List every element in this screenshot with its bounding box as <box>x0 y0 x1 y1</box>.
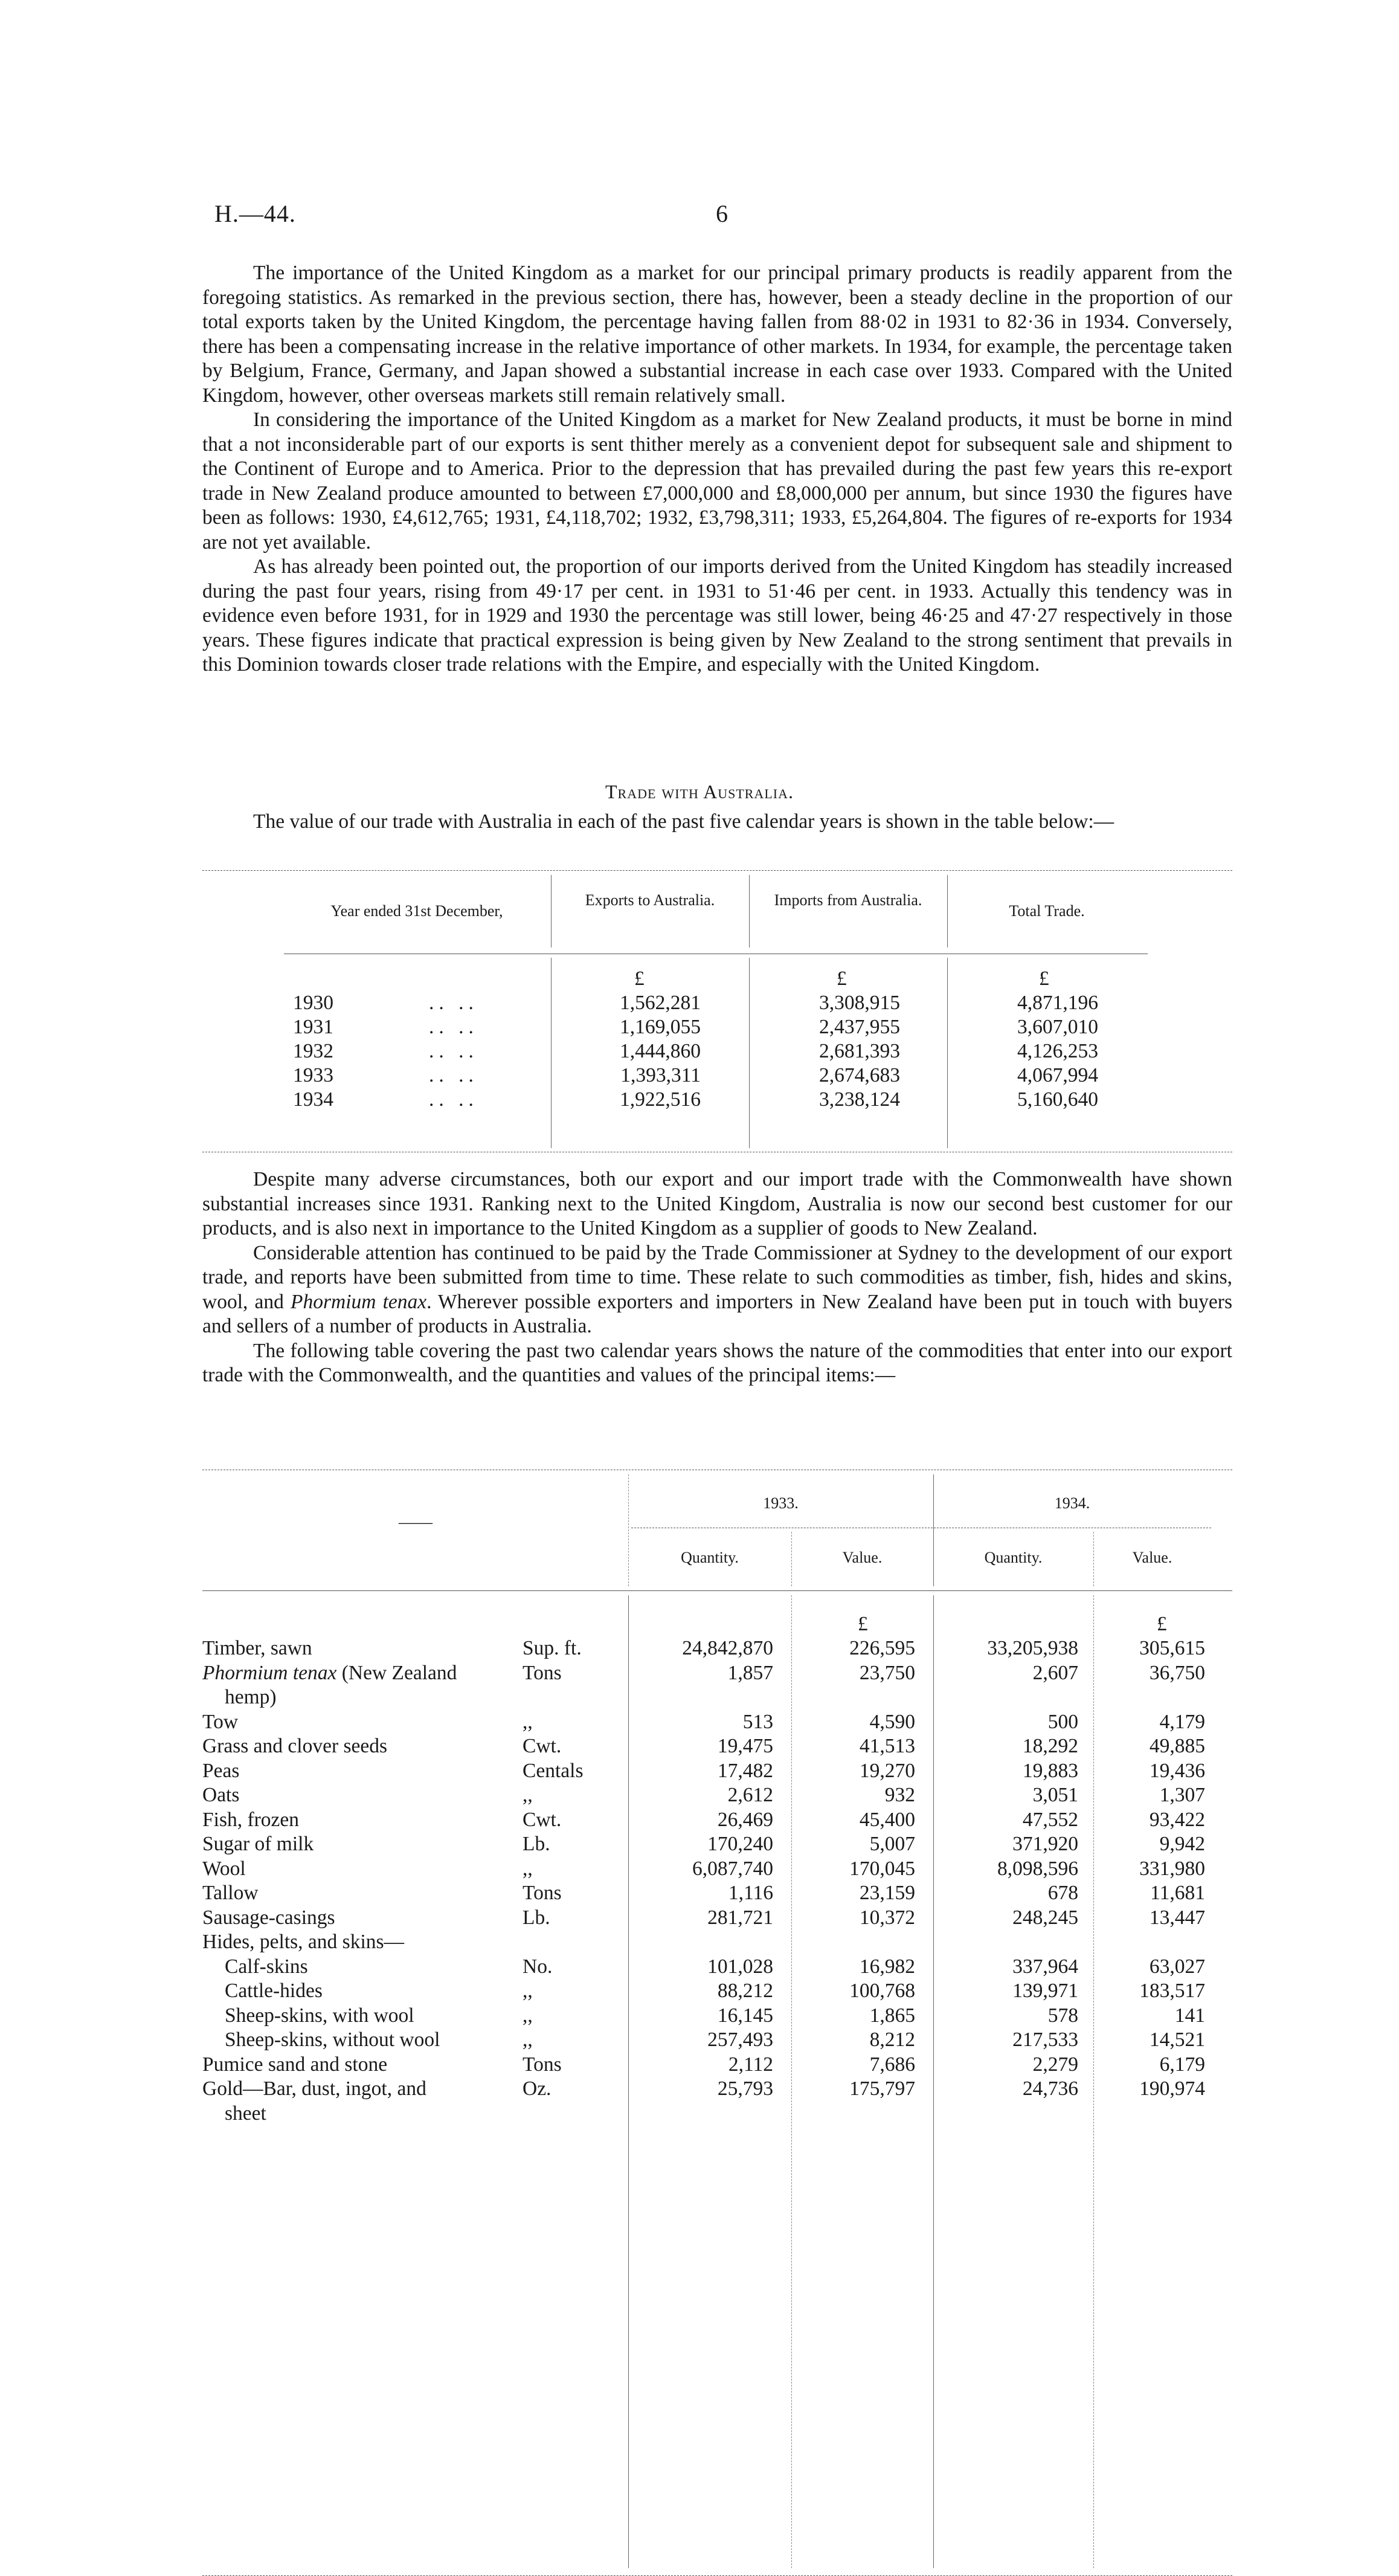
row-total: 4,871,196 <box>1017 992 1098 1014</box>
body-text-top <box>202 261 1232 677</box>
column-divider <box>628 1474 629 1586</box>
row-item: Sausage-casings <box>202 1906 335 1929</box>
row-item: Grass and clover seeds <box>202 1735 388 1757</box>
row-item: Tow <box>202 1710 239 1733</box>
year-header-1933: 1933. <box>763 1494 799 1512</box>
column-divider <box>551 958 552 1148</box>
row-year: 1931 <box>293 1016 333 1038</box>
year-header-1934: 1934. <box>1054 1494 1090 1512</box>
column-divider <box>791 1595 792 2568</box>
row-value-1933: 8,212 <box>869 2029 915 2051</box>
row-quantity-1934: 217,533 <box>1012 2029 1078 2051</box>
row-unit: No. <box>523 1955 553 1978</box>
blank-header: —— <box>399 1513 433 1532</box>
row-quantity-1934: 578 <box>1047 2004 1078 2027</box>
row-quantity-1933: 281,721 <box>707 1906 773 1929</box>
sub-header-quantity: Quantity. <box>681 1549 739 1566</box>
row-quantity-1934: 248,245 <box>1012 1906 1078 1929</box>
leader-dots: .. .. <box>429 1040 478 1062</box>
column-divider <box>749 958 750 1148</box>
row-quantity-1933: 1,857 <box>727 1661 773 1684</box>
row-value-1933: 23,750 <box>859 1661 915 1684</box>
row-quantity-1933: 101,028 <box>707 1955 773 1978</box>
row-item: Tallow <box>202 1882 259 1904</box>
column-header-imports: Imports from Australia. <box>774 891 922 909</box>
row-unit: Cwt. <box>523 1735 562 1757</box>
row-imports: 2,681,393 <box>819 1040 900 1062</box>
sub-header-value: Value. <box>842 1549 883 1566</box>
column-divider <box>1093 1595 1094 2568</box>
row-value-1934: 36,750 <box>1149 1661 1205 1684</box>
row-exports: 1,169,055 <box>620 1016 701 1038</box>
row-quantity-1933: 19,475 <box>717 1735 773 1757</box>
row-total: 4,126,253 <box>1017 1040 1098 1062</box>
sub-header-quantity: Quantity. <box>984 1549 1043 1566</box>
row-item-continued: hemp) <box>225 1686 277 1708</box>
text-span: . Wherever possible exporters and importers in New Zealand have been put in touch with buyers and sellers of a number of products in Australia. <box>202 1290 1232 1337</box>
row-unit: ,, <box>523 1710 533 1733</box>
row-item: Sheep-skins, without wool <box>225 2029 440 2051</box>
row-value-1933: 7,686 <box>869 2053 915 2076</box>
row-value-1933: 1,865 <box>869 2004 915 2027</box>
row-exports: 1,562,281 <box>620 992 701 1014</box>
unit-label: £ <box>634 967 645 990</box>
unit-label: £ <box>858 1613 868 1635</box>
row-item: Sheep-skins, with wool <box>225 2004 414 2027</box>
row-item <box>202 1661 457 1686</box>
row-quantity-1933: 88,212 <box>717 1980 773 2002</box>
row-value-1933: 4,590 <box>869 1710 915 1733</box>
leader-dots: .. .. <box>429 1064 478 1086</box>
paragraph-phormium <box>202 1241 1232 1339</box>
row-quantity-1934: 500 <box>1047 1710 1078 1733</box>
row-quantity-1933: 6,087,740 <box>692 1857 773 1880</box>
column-header-total: Total Trade. <box>1009 902 1085 920</box>
column-header-exports: Exports to Australia. <box>585 891 715 909</box>
row-unit: ,, <box>523 1980 533 2002</box>
row-quantity-1934: 139,971 <box>1012 1980 1078 2002</box>
row-value-1934: 13,447 <box>1149 1906 1205 1929</box>
row-exports: 1,444,860 <box>620 1040 701 1062</box>
unit-label: £ <box>837 967 847 990</box>
column-divider <box>933 1595 934 2568</box>
paragraph: In considering the importance of the United Kingdom as a market for New Zealand products, it must be borne in mind that a not inconsiderable part of our exports is sent thither merely as a convenient depot for subsequent sale and shipment to the Continent of Europe and to America. Prior to the depression that has prevailed during the past few years this re-export trade in New Zealand produce amounted to between £7,000,000 and £8,000,000 per annum, but since 1930 the figures have been as follows: 1930, £4,612,765; 1931, £4,118,702; 1932, £3,798,311; 1933, £5,264,804. The figures of re-exports for 1934 are not yet available. <box>202 408 1232 554</box>
row-value-1933: 23,159 <box>859 1882 915 1904</box>
row-item: Timber, sawn <box>202 1637 312 1659</box>
row-quantity-1934: 47,552 <box>1022 1808 1078 1831</box>
row-imports: 2,437,955 <box>819 1016 900 1038</box>
row-value-1934: 93,422 <box>1149 1808 1205 1831</box>
row-item: Fish, frozen <box>202 1808 300 1831</box>
row-year: 1930 <box>293 992 333 1014</box>
row-value-1933: 100,768 <box>849 1980 915 2002</box>
row-unit: Lb. <box>523 1833 550 1855</box>
row-item: Hides, pelts, and skins— <box>202 1931 405 1953</box>
row-unit: ,, <box>523 1857 533 1880</box>
row-value-1934: 19,436 <box>1149 1759 1205 1782</box>
row-item: Calf-skins <box>225 1955 308 1978</box>
row-value-1933: 10,372 <box>859 1906 915 1929</box>
row-value-1933: 5,007 <box>869 1833 915 1855</box>
column-divider <box>933 1474 934 1586</box>
column-divider <box>749 875 750 947</box>
row-item: Cattle-hides <box>225 1980 323 2002</box>
column-divider <box>628 1595 629 2568</box>
row-value-1934: 4,179 <box>1159 1710 1205 1733</box>
row-year: 1932 <box>293 1040 333 1062</box>
row-unit: Tons <box>523 1882 562 1904</box>
table-rule <box>202 1590 1232 1591</box>
row-quantity-1933: 513 <box>742 1710 773 1733</box>
row-quantity-1934: 2,607 <box>1032 1661 1078 1684</box>
row-quantity-1933: 17,482 <box>717 1759 773 1782</box>
row-value-1934: 6,179 <box>1159 2053 1205 2076</box>
row-value-1934: 14,521 <box>1149 2029 1205 2051</box>
row-unit: Centals <box>523 1759 584 1782</box>
body-text-mid <box>202 1167 1232 1388</box>
row-value-1933: 41,513 <box>859 1735 915 1757</box>
row-quantity-1934: 18,292 <box>1022 1735 1078 1757</box>
row-value-1933: 226,595 <box>849 1637 915 1659</box>
row-exports: 1,922,516 <box>620 1088 701 1111</box>
row-year: 1933 <box>293 1064 333 1086</box>
row-value-1934: 1,307 <box>1159 1784 1205 1806</box>
row-quantity-1934: 19,883 <box>1022 1759 1078 1782</box>
row-value-1934: 305,615 <box>1139 1637 1205 1659</box>
row-quantity-1933: 26,469 <box>717 1808 773 1831</box>
row-value-1934: 190,974 <box>1139 2077 1205 2100</box>
row-total: 4,067,994 <box>1017 1064 1098 1086</box>
italic-term: Phormium tenax <box>291 1290 427 1313</box>
row-quantity-1934: 3,051 <box>1032 1784 1078 1806</box>
row-quantity-1933: 25,793 <box>717 2077 773 2100</box>
leader-dots: .. .. <box>429 1016 478 1038</box>
row-exports: 1,393,311 <box>620 1064 701 1086</box>
column-divider <box>551 875 552 947</box>
leader-dots: .. .. <box>429 1088 478 1111</box>
row-unit: Cwt. <box>523 1808 562 1831</box>
row-quantity-1934: 2,279 <box>1032 2053 1078 2076</box>
row-value-1934: 9,942 <box>1159 1833 1205 1855</box>
row-value-1934: 63,027 <box>1149 1955 1205 1978</box>
row-unit: Lb. <box>523 1906 550 1929</box>
unit-label: £ <box>1039 967 1049 990</box>
row-value-1934: 331,980 <box>1139 1857 1205 1880</box>
row-quantity-1933: 1,116 <box>728 1882 773 1904</box>
page-reference: H.—44. <box>214 200 296 227</box>
sub-header-value: Value. <box>1132 1549 1172 1566</box>
text-span: (New Zealand <box>336 1661 457 1684</box>
row-value-1933: 19,270 <box>859 1759 915 1782</box>
paragraph: As has already been pointed out, the proportion of our imports derived from the United Kingdom has steadily increased during the past four years, rising from 49·17 per cent. in 1931 to 51·46 per cent. in 1933. Actually this tendency was in evidence even before 1931, for in 1929 and 1930 the percentage was still lower, being 46·25 and 47·27 respectively in those years. These figures indicate that practical expression is being given by New Zealand to the strong sentiment that prevails in this Dominion towards closer trade relations with the Empire, and especially with the United Kingdom. <box>202 555 1232 676</box>
column-header-year: Year ended 31st December, <box>330 902 503 920</box>
row-quantity-1934: 24,736 <box>1022 2077 1078 2100</box>
row-item: Sugar of milk <box>202 1833 314 1855</box>
leader-dots: .. .. <box>429 992 478 1014</box>
row-value-1933: 45,400 <box>859 1808 915 1831</box>
table-rule <box>202 870 1232 871</box>
row-value-1933: 170,045 <box>849 1857 915 1880</box>
italic-term: Phormium tenax <box>202 1661 337 1684</box>
paragraph: The importance of the United Kingdom as a market for our principal primary products is readily apparent from the foregoing statistics. As remarked in the previous section, there has, however, been a steady decline in the proportion of our total exports taken by the United Kingdom, the percentage having fallen from 88·02 in 1931 to 82·36 in 1934. Conversely, there has been a compensating increase in the relative importance of other markets. In 1934, for example, the percentage taken by Belgium, France, Germany, and Japan showed a substantial increase in each case over 1933. Compared with the United Kingdom, however, other overseas markets still remain relatively small. <box>202 262 1232 407</box>
row-unit: Oz. <box>523 2077 552 2100</box>
row-imports: 3,308,915 <box>819 992 900 1014</box>
row-quantity-1933: 16,145 <box>717 2004 773 2027</box>
row-value-1934: 11,681 <box>1150 1882 1205 1904</box>
row-unit: Sup. ft. <box>523 1637 582 1659</box>
row-quantity-1934: 337,964 <box>1012 1955 1078 1978</box>
row-imports: 3,238,124 <box>819 1088 900 1111</box>
row-item: Oats <box>202 1784 240 1806</box>
row-quantity-1934: 33,205,938 <box>987 1637 1078 1659</box>
row-quantity-1933: 2,612 <box>727 1784 773 1806</box>
row-quantity-1934: 371,920 <box>1012 1833 1078 1855</box>
row-year: 1934 <box>293 1088 333 1111</box>
row-quantity-1933: 24,842,870 <box>682 1637 773 1659</box>
row-unit: ,, <box>523 2004 533 2027</box>
row-item: Wool <box>202 1857 246 1880</box>
unit-label: £ <box>1157 1613 1167 1635</box>
row-quantity-1934: 8,098,596 <box>997 1857 1078 1880</box>
page-number: 6 <box>716 200 728 227</box>
row-quantity-1933: 2,112 <box>728 2053 773 2076</box>
row-item: Pumice sand and stone <box>202 2053 388 2076</box>
row-quantity-1933: 170,240 <box>707 1833 773 1855</box>
row-imports: 2,674,683 <box>819 1064 900 1086</box>
row-value-1934: 49,885 <box>1149 1735 1205 1757</box>
row-value-1933: 16,982 <box>859 1955 915 1978</box>
row-value-1933: 175,797 <box>849 2077 915 2100</box>
row-item: Gold—Bar, dust, ingot, and <box>202 2077 426 2100</box>
row-quantity-1933: 257,493 <box>707 2029 773 2051</box>
row-value-1933: 932 <box>884 1784 915 1806</box>
row-item-continued: sheet <box>225 2102 266 2125</box>
table1-intro <box>202 810 1232 834</box>
row-value-1934: 183,517 <box>1139 1980 1205 2002</box>
row-quantity-1934: 678 <box>1047 1882 1078 1904</box>
row-unit: ,, <box>523 2029 533 2051</box>
row-unit: ,, <box>523 1784 533 1806</box>
row-total: 5,160,640 <box>1017 1088 1098 1111</box>
paragraph: The value of our trade with Australia in each of the past five calendar years is shown in the table below:— <box>253 810 1114 833</box>
row-value-1934: 141 <box>1174 2004 1205 2027</box>
paragraph: The following table covering the past two calendar years shows the nature of the commodities that enter into our export trade with the Commonwealth, and the quantities and values of the principal items:— <box>202 1339 1232 1386</box>
text-span: Considerable attention has continued to be paid by the Trade Commissioner at Sydney to the development of our export trade, and reports have been submitted from time to time. These relate to such commodities as timber, fish, hides and skins, wool, and <box>202 1241 1232 1313</box>
section-heading: Trade with Australia. <box>605 781 794 802</box>
row-unit: Tons <box>523 1661 562 1684</box>
row-item: Peas <box>202 1759 240 1782</box>
row-unit: Tons <box>523 2053 562 2076</box>
paragraph: Despite many adverse circumstances, both our export and our import trade with the Commonwealth have shown substantial increases since 1931. Ranking next to the United Kingdom, Australia is now our second best customer for our products, and is also next in importance to the United Kingdom as a supplier of goods to New Zealand. <box>202 1168 1232 1239</box>
column-divider <box>947 958 948 1148</box>
row-total: 3,607,010 <box>1017 1016 1098 1038</box>
